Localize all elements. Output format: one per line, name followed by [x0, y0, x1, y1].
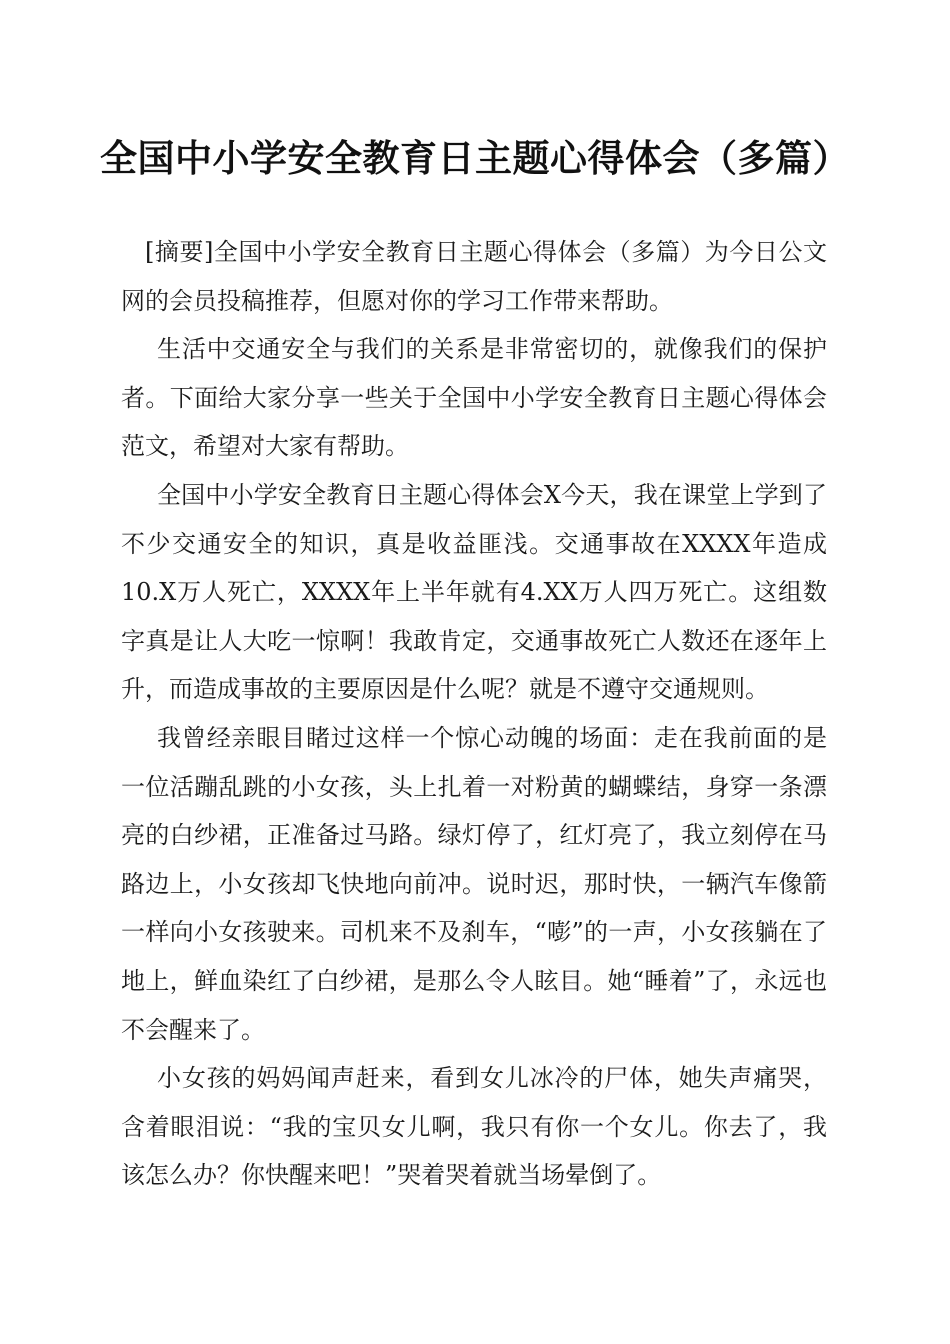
- intro-paragraph: 生活中交通安全与我们的关系是非常密切的，就像我们的保护者。下面给大家分享一些关于全国中小学安全教育日主题心得体会范文，希望对大家有帮助。: [121, 335, 827, 461]
- document-title: 全国中小学安全教育日主题心得体会（多篇）: [100, 136, 850, 180]
- body-paragraph: 全国中小学安全教育日主题心得体会X今天，我在课堂上学到了不少交通安全的知识，真是收益匪浅。交通事故在XXXX年造成10.X万人死亡，XXXX年上半年就有4.XX万人四万死亡。这组数字真是让人大吃一惊啊！我敢肯定，交通事故死亡人数还在逐年上升，而造成事故的主要原因是什么呢？就是不遵守交通规则。: [121, 480, 827, 704]
- document-body: [121, 228, 827, 1200]
- body-paragraph: 小女孩的妈妈闻声赶来，看到女儿冰冷的尸体，她失声痛哭，含着眼泪说：“我的宝贝女儿啊，我只有你一个女儿。你去了，我该怎么办？你快醒来吧！”哭着哭着就当场晕倒了。: [121, 1064, 827, 1190]
- abstract-paragraph: [摘要]全国中小学安全教育日主题心得体会（多篇）为今日公文网的会员投稿推荐，但愿对你的学习工作带来帮助。: [121, 238, 827, 315]
- body-paragraph: 我曾经亲眼目睹过这样一个惊心动魄的场面：走在我前面的是一位活蹦乱跳的小女孩，头上扎着一对粉黄的蝴蝶结，身穿一条漂亮的白纱裙，正准备过马路。绿灯停了，红灯亮了，我立刻停在马路边上，小女孩却飞快地向前冲。说时迟，那时快，一辆汽车像箭一样向小女孩驶来。司机来不及刹车，“嘭”的一声，小女孩躺在了地上，鲜血染红了白纱裙，是那么令人眩目。她“睡着”了，永远也不会醒来了。: [121, 723, 827, 1044]
